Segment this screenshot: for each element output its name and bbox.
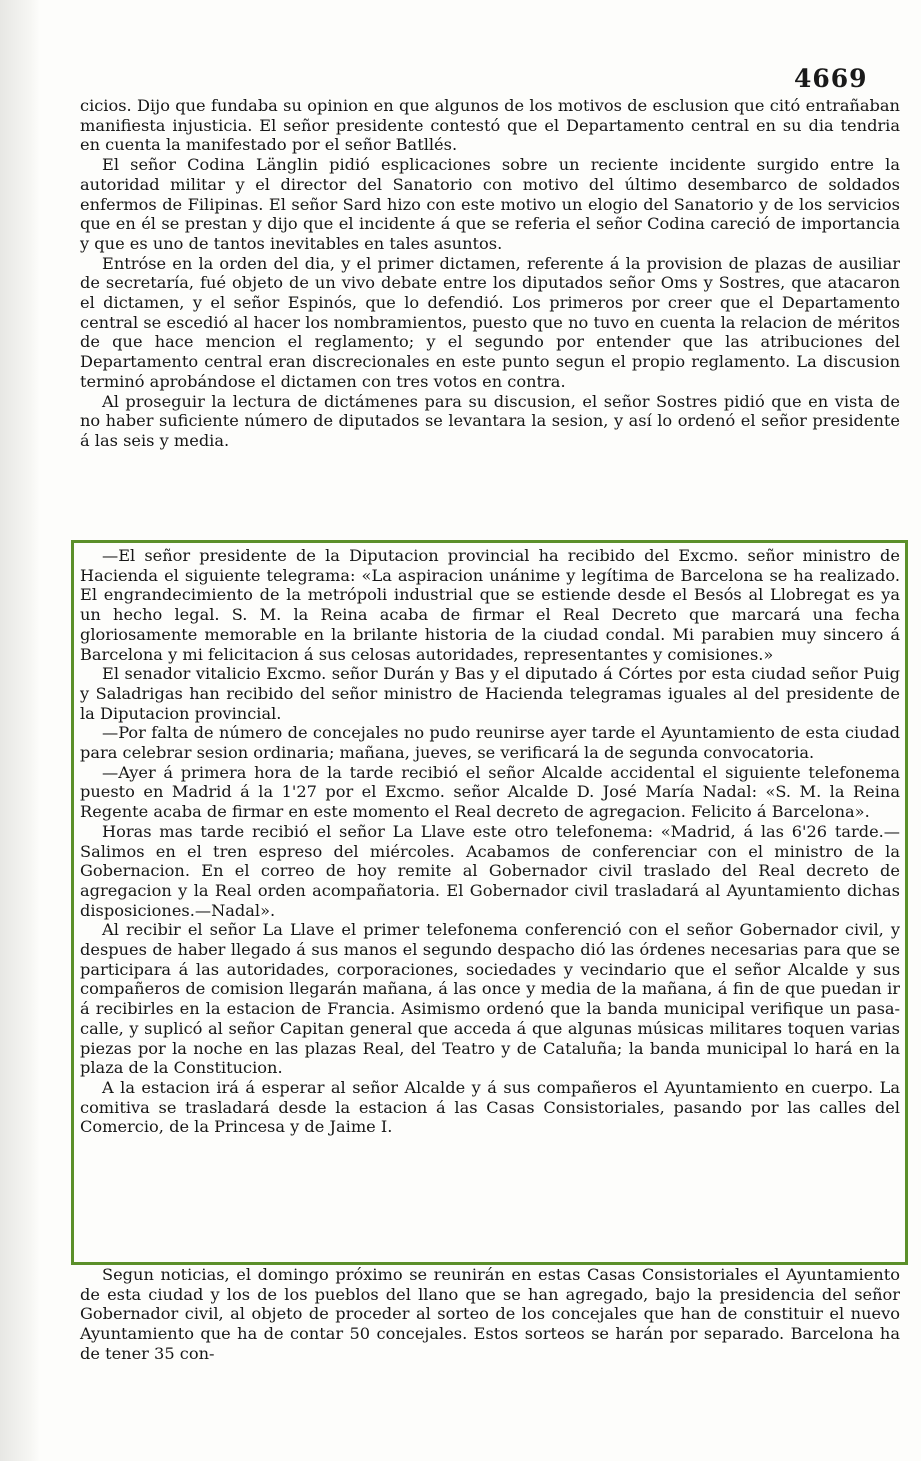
paragraph-la-llave: Al recibir el señor La Llave el primer telefonema conferenció con el señor Gobernador civil, y despues de haber llegado á sus manos el segundo despacho dió las órdenes necesarias para que se participara á las autoridades, corporaciones, sociedades y vecindario que el señor Alcalde y sus compañeros de comision llegarán mañana, á las once y media de la mañana, á fin de que puedan ir á recibirles en la estacion de Francia. Asimismo ordenó que la banda municipal verifique un pasa-calle, y suplicó al señor Capitan general que acceda á que algunas músicas militares toquen varias piezas por la noche en las plazas Real, del Teatro y de Cataluña; la banda municipal lo hará en la plaza de la Constitucion. <box>80 920 900 1078</box>
paragraph-senador: El senador vitalicio Excmo. señor Durán y Bas y el diputado á Córtes por esta ciudad señor Puig y Saladrigas han recibido del señor ministro de Hacienda telegramas iguales al del presidente de la Diputacion provincial. <box>80 664 900 723</box>
paragraph-concejales: —Por falta de número de concejales no pudo reunirse ayer tarde el Ayuntamiento de esta ciudad para celebrar sesion ordinaria; mañana, jueves, se verificará la de segunda convocatoria. <box>80 723 900 763</box>
trailing-text-column <box>80 1265 900 1364</box>
paragraph-cicios: cicios. Dijo que fundaba su opinion en que algunos de los motivos de esclusion que citó entrañaban manifiesta injusticia. El señor presidente contestó que el Departamento central en su dia tendria en cuenta la manifestado por el señor Batllés. <box>80 96 900 155</box>
paragraph-segun-noticias: Segun noticias, el domingo próximo se reunirán en estas Casas Consistoriales el Ayuntamiento de esta ciudad y los de los pueblos del llano que se han agregado, bajo la presidencia del señor Gobernador civil, al objeto de proceder al sorteo de los concejales que han de constituir el nuevo Ayuntamiento que ha de contar 50 concejales. Estos sorteos se harán por separado. Barcelona ha de tener 35 con- <box>80 1265 900 1363</box>
paragraph-telefonema-1: —Ayer á primera hora de la tarde recibió el señor Alcalde accidental el siguiente telefonema puesto en Madrid á la 1'27 por el Excmo. señor Alcalde D. José María Nadal: «S. M. la Reina Regente acaba de firmar en este momento el Real decreto de agregacion. Felicito á Barcelona». <box>80 762 900 822</box>
page-number: 4669 <box>794 64 868 93</box>
page-binding-edge <box>0 0 40 1461</box>
top-text-column <box>80 96 900 451</box>
paragraph-entrose: Entróse en la orden del dia, y el primer dictamen, referente á la provision de plazas de ausiliar de secretaría, fué objeto de un vivo debate entre los diputados señor Oms y Sostres, que atacaron el dictamen, y el señor Espinós, que lo defendió. Los primeros por creer que el Departamento central se escedió al hacer los nombramientos, puesto que no tuvo en cuenta la relacion de méritos de que hace mencion el reglamento; y el segundo por entender que las atribuciones del Departamento central eran discrecionales en este punto segun el propio reglamento. La discusion terminó aprobándose el dictamen con tres votos en contra. <box>80 253 900 391</box>
paragraph-codina: El señor Codina Länglin pidió esplicaciones sobre un reciente incidente surgido entre la autoridad militar y el director del Sanatorio con motivo del último desembarco de soldados enfermos de Filipinas. El señor Sard hizo con este motivo un elogio del Sanatorio y de los servicios que en él se prestan y dijo que el incidente á que se referia el señor Codina careció de importancia y que es uno de tantos inevitables en tales asuntos. <box>80 155 900 253</box>
paragraph-estacion: A la estacion irá á esperar al señor Alcalde y á sus compañeros el Ayuntamiento en cuerpo. La comitiva se trasladará desde la estacion á las Casas Consistoriales, pasando por las calles del Comercio, de la Princesa y de Jaime I. <box>80 1077 900 1137</box>
paragraph-telefonema-2: Horas mas tarde recibió el señor La Llave este otro telefonema: «Madrid, á las 6'26 tarde.—Salimos en el tren espreso del miércoles. Acabamos de conferenciar con el ministro de la Gobernacion. En el correo de hoy remite al Gobernador civil traslado del Real decreto de agregacion y la Real orden acompañatoria. El Gobernador civil trasladará al Ayuntamiento dichas disposiciones.—Nadal». <box>80 821 900 920</box>
paragraph-proseguir: Al proseguir la lectura de dictámenes para su discusion, el señor Sostres pidió que en vista de no haber suficiente número de diputados se levantara la sesion, y así lo ordenó el señor presidente á las seis y media. <box>80 391 900 450</box>
paragraph-telegrama: —El señor presidente de la Diputacion provincial ha recibido del Excmo. señor ministro de Hacienda el siguiente telegrama: «La aspiracion unánime y legítima de Barcelona se ha realizado. El engrandecimiento de la metrópoli industrial que se estiende desde el Besós al Llobregat es ya un hecho legal. S. M. la Reina acaba de firmar el Real Decreto que marcará una fecha gloriosamente memorable en la brilante historia de la ciudad condal. Mi parabien muy sincero á Barcelona y mi felicitacion á sus celosas autoridades, representantes y comisiones.» <box>80 546 900 664</box>
boxed-text-column <box>80 546 900 1137</box>
